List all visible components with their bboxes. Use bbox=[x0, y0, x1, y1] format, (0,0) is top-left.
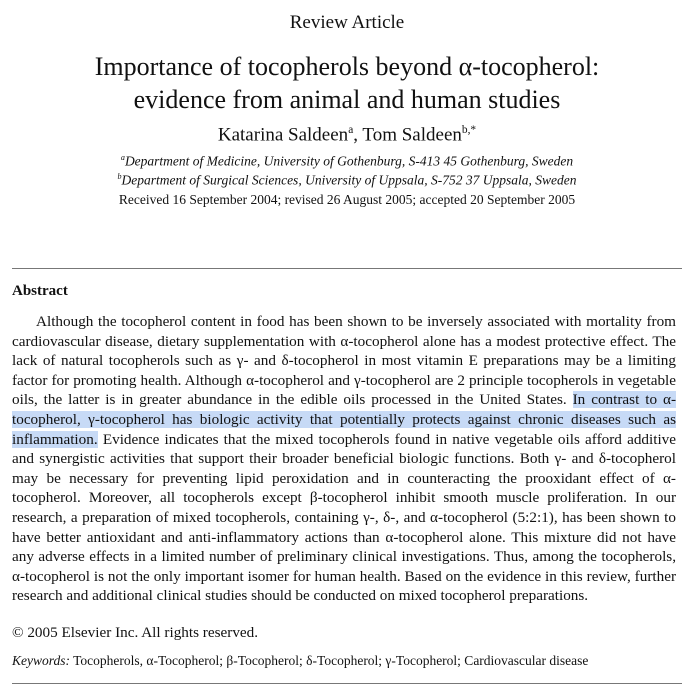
title-line-2: evidence from animal and human studies bbox=[133, 85, 561, 114]
affiliation bbox=[0, 153, 694, 170]
abstract-heading: Abstract bbox=[12, 283, 68, 299]
keywords-label: Keywords: bbox=[12, 653, 70, 668]
abstract-body bbox=[12, 312, 676, 606]
abstract-text: Although the tocopherol content in food has been shown to be inversely associated with mortality from cardiovascular disease, dietary supplementation with α-tocopherol alone has a modest protective effect. The lack of natural tocopherols such as γ- and δ-tocopherol in most vitamin E preparations may be a limiting factor for promoting health. Although α-tocopherol and γ-tocopherol are 2 principle tocopherols in vegetable oils, the latter is in greater abundance in the edible oils processed in the United States. bbox=[12, 313, 676, 409]
selected-text-highlight[interactable]: In contrast to α-tocopherol, γ-tocopherol has biologic activity that potentially protects against chronic diseases such as inflammation. bbox=[12, 391, 676, 448]
author-affiliation-mark: a bbox=[348, 124, 354, 136]
author-separator: , bbox=[353, 124, 363, 146]
affiliation bbox=[0, 172, 694, 189]
abstract-text: Evidence indicates that the mixed tocopherols found in native vegetable oils afford additive and synergistic activities that support their broader beneficial biologic functions. Both γ- and δ-tocopherol may be necessary for preventing lipid peroxidation and in counteracting the prooxidant effect of α-tocopherol. Moreover, all tocopherols except β-tocopherol inhibit smooth muscle proliferation. In our research, a preparation of mixed tocopherols, containing γ-, δ-, and α-tocopherol (5:2:1), has been shown to have better antioxidant and anti-inflammatory actions than α-tocopherol alone. This mixture did not have any adverse effects in a limited number of preliminary clinical investigations. Thus, among the tocopherols, α-tocopherol is not the only important isomer for human health. Based on the evidence in this review, further research and additional clinical studies should be conducted on mixed tocopherol preparations. bbox=[12, 430, 676, 605]
keywords bbox=[12, 653, 682, 669]
author-name[interactable]: Tom Saldeen bbox=[362, 124, 462, 146]
section-divider bbox=[12, 683, 682, 684]
author-name[interactable]: Katarina Saldeen bbox=[217, 124, 349, 146]
abstract-paragraph bbox=[12, 312, 676, 606]
affiliation-text: Department of Medicine, University of Gothenburg, S-413 45 Gothenburg, Sweden bbox=[124, 153, 574, 169]
affiliation-mark: a bbox=[120, 153, 125, 162]
author-list bbox=[0, 124, 694, 146]
title-line-1: Importance of tocopherols beyond α-tocopherol: bbox=[94, 52, 600, 81]
article-type: Review Article bbox=[289, 12, 405, 33]
copyright-notice: © 2005 Elsevier Inc. All rights reserved. bbox=[12, 624, 259, 641]
keywords-text: Tocopherols, α-Tocopherol; β-Tocopherol; δ-Tocopherol; γ-Tocopherol; Cardiovascular disease bbox=[70, 653, 589, 668]
article-title bbox=[0, 50, 694, 116]
author-affiliation-mark[interactable]: b,* bbox=[461, 124, 477, 136]
section-divider bbox=[12, 268, 682, 269]
affiliation-text: Department of Surgical Sciences, University of Uppsala, S-752 37 Uppsala, Sweden bbox=[121, 172, 577, 188]
received-dates: Received 16 September 2004; revised 26 August 2005; accepted 20 September 2005 bbox=[118, 192, 576, 207]
affiliation-mark: b bbox=[117, 172, 122, 181]
